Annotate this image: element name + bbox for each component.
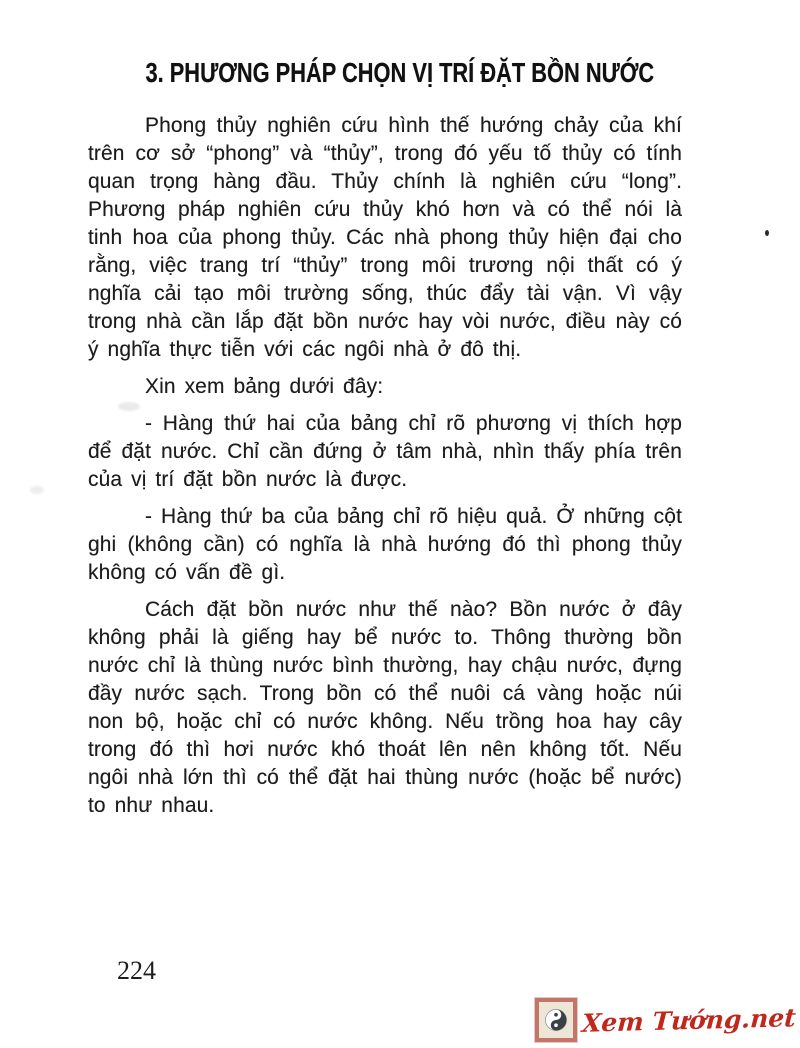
paragraph: Cách đặt bồn nước như thế nào? Bồn nước ở đây không phải là giếng hay bể nước to. Thông thường bồn nước chỉ là thùng nước bình thường, hay chậu nước, đựng đầy nước sạch. Trong bồn có thể nuôi cá vàng hoặc núi non bộ, hoặc chỉ có nước không. Nếu trồng hoa hay cây trong đó thì hơi nước khó thoát lên nên không tốt. Nếu ngôi nhà lớn thì có thể đặt hai thùng nước (hoặc bể nước) to như nhau. bbox=[88, 598, 682, 817]
watermark-text: Xem Tướng.net bbox=[581, 1002, 797, 1038]
scan-artifact-smudge bbox=[30, 486, 44, 494]
scan-artifact-smudge bbox=[118, 402, 140, 411]
paragraph: Phong thủy nghiên cứu hình thế hướng chảy của khí trên cơ sở “phong” và “thủy”, trong đó yếu tố thủy có tính quan trọng hàng đầu. Thủy chính là nghiên cứu “long”. Phương pháp nghiên cứu thủy khó hơn và có thể nói là tinh hoa của phong thủy. Các nhà phong thủy hiện đại cho rằng, việc trang trí “thủy” trong môi trương nội thất có ý nghĩa cải tạo môi trường sống, thúc đẩy tài vận. Vì vậy trong nhà cần lắp đặt bồn nước hay vòi nước, điều này có ý nghĩa thực tiễn với các ngôi nhà ở đô thị. bbox=[88, 114, 682, 361]
paragraph: - Hàng thứ hai của bảng chỉ rõ phương vị thích hợp để đặt nước. Chỉ cần đứng ở tâm nhà, nhìn thấy phía trên của vị trí đặt bồn nước là được. bbox=[88, 412, 682, 491]
body-text bbox=[88, 112, 682, 829]
watermark bbox=[535, 998, 796, 1042]
paragraph: - Hàng thứ ba của bảng chỉ rõ hiệu quả. Ở những cột ghi (không cần) có nghĩa là nhà hướng đó thì phong thủy không có vấn đề gì. bbox=[88, 505, 682, 584]
paragraph: Xin xem bảng dưới đây: bbox=[145, 375, 384, 398]
yin-yang-icon bbox=[535, 998, 577, 1042]
section-title-row bbox=[0, 56, 800, 87]
section-title: 3. PHƯƠNG PHÁP CHỌN VỊ TRÍ ĐẶT BỒN NƯỚC bbox=[145, 56, 655, 89]
page-number: 224 bbox=[117, 956, 156, 985]
scan-artifact-speck bbox=[765, 230, 769, 236]
